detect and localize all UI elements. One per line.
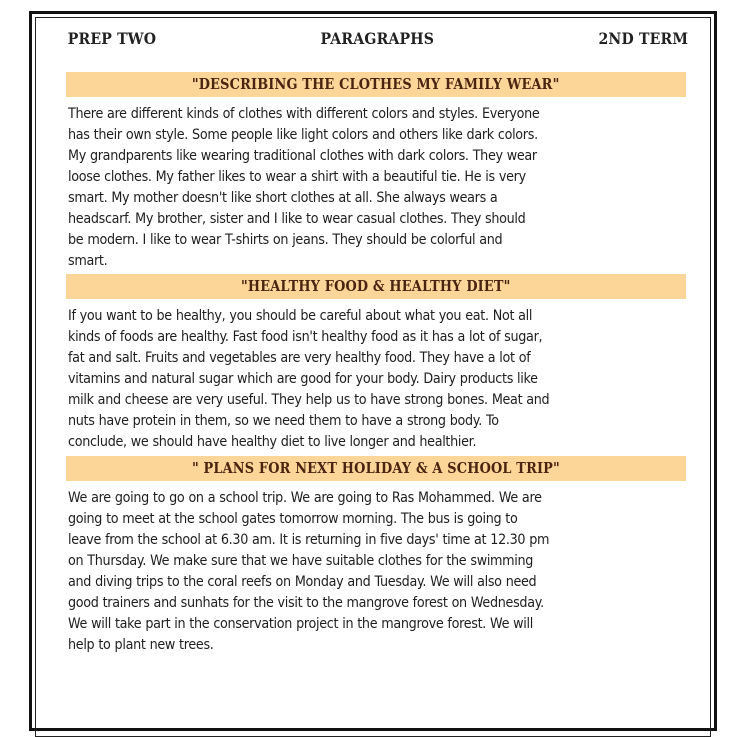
section-heading (66, 274, 686, 299)
worksheet-header (66, 20, 688, 56)
paragraph-line: nuts have protein in them, so we need them to have a strong body. To (68, 413, 499, 429)
paragraph-line: headscarf. My brother, sister and I like to wear casual clothes. They should (68, 211, 526, 227)
section-paragraph (66, 481, 686, 656)
paragraph-line: loose clothes. My father likes to wear a shirt with a beautiful tie. He is very (68, 169, 526, 185)
term-label: 2ND TERM (598, 28, 689, 48)
section-title: "DESCRIBING THE CLOTHES MY FAMILY WEAR" (192, 75, 560, 93)
section-title: " PLANS FOR NEXT HOLIDAY & A SCHOOL TRIP" (191, 459, 560, 477)
paragraph-line: smart. My mother doesn't like short clothes at all. She always wears a (68, 190, 498, 206)
paragraph-line: We will take part in the conservation project in the mangrove forest. We will (68, 616, 534, 632)
paragraph-line: smart. (68, 253, 108, 269)
paragraph-line: conclude, we should have healthy diet to live longer and healthier. (68, 434, 477, 450)
section-clothes (66, 72, 686, 272)
paragraph-line: We are going to go on a school trip. We are going to Ras Mohammed. We are (68, 490, 542, 506)
grade-label: PREP TWO (67, 28, 157, 48)
paragraph-line: fat and salt. Fruits and vegetables are very healthy food. They have a lot of (68, 350, 531, 366)
paragraph-line: on Thursday. We make sure that we have suitable clothes for the swimming (68, 553, 534, 569)
section-title: "HEALTHY FOOD & HEALTHY DIET" (241, 277, 511, 295)
paragraph-line: help to plant new trees. (68, 637, 214, 653)
paragraph-line: There are different kinds of clothes with different colors and styles. Everyone (68, 106, 540, 122)
worksheet-page (66, 20, 689, 656)
paragraph-line: has their own style. Some people like light colors and others like dark colors. (68, 127, 538, 143)
section-school-trip (66, 456, 686, 656)
section-paragraph (66, 299, 686, 453)
paragraph-line: vitamins and natural sugar which are good for your body. Dairy products like (68, 371, 538, 387)
paragraph-line: My grandparents like wearing traditional clothes with dark colors. They wear (68, 148, 537, 164)
paragraph-line: milk and cheese are very useful. They help us to have strong bones. Meat and (68, 392, 550, 408)
paragraph-line: good trainers and sunhats for the visit to the mangrove forest on Wednesday. (68, 595, 544, 611)
section-heading (66, 456, 686, 481)
paragraph-line: leave from the school at 6.30 am. It is returning in five days' time at 12.30 pm (68, 532, 550, 548)
paragraph-line: If you want to be healthy, you should be careful about what you eat. Not all (68, 308, 533, 324)
paragraph-line: and diving trips to the coral reefs on Monday and Tuesday. We will also need (68, 574, 537, 590)
section-paragraph (66, 97, 686, 272)
paragraph-line: kinds of foods are healthy. Fast food isn't healthy food as it has a lot of sugar, (68, 329, 543, 345)
section-heading (66, 72, 686, 97)
worksheet-title: PARAGRAPHS (320, 28, 435, 48)
paragraph-line: going to meet at the school gates tomorrow morning. The bus is going to (68, 511, 518, 527)
section-healthy-food (66, 274, 686, 453)
paragraph-line: be modern. I like to wear T-shirts on jeans. They should be colorful and (68, 232, 503, 248)
